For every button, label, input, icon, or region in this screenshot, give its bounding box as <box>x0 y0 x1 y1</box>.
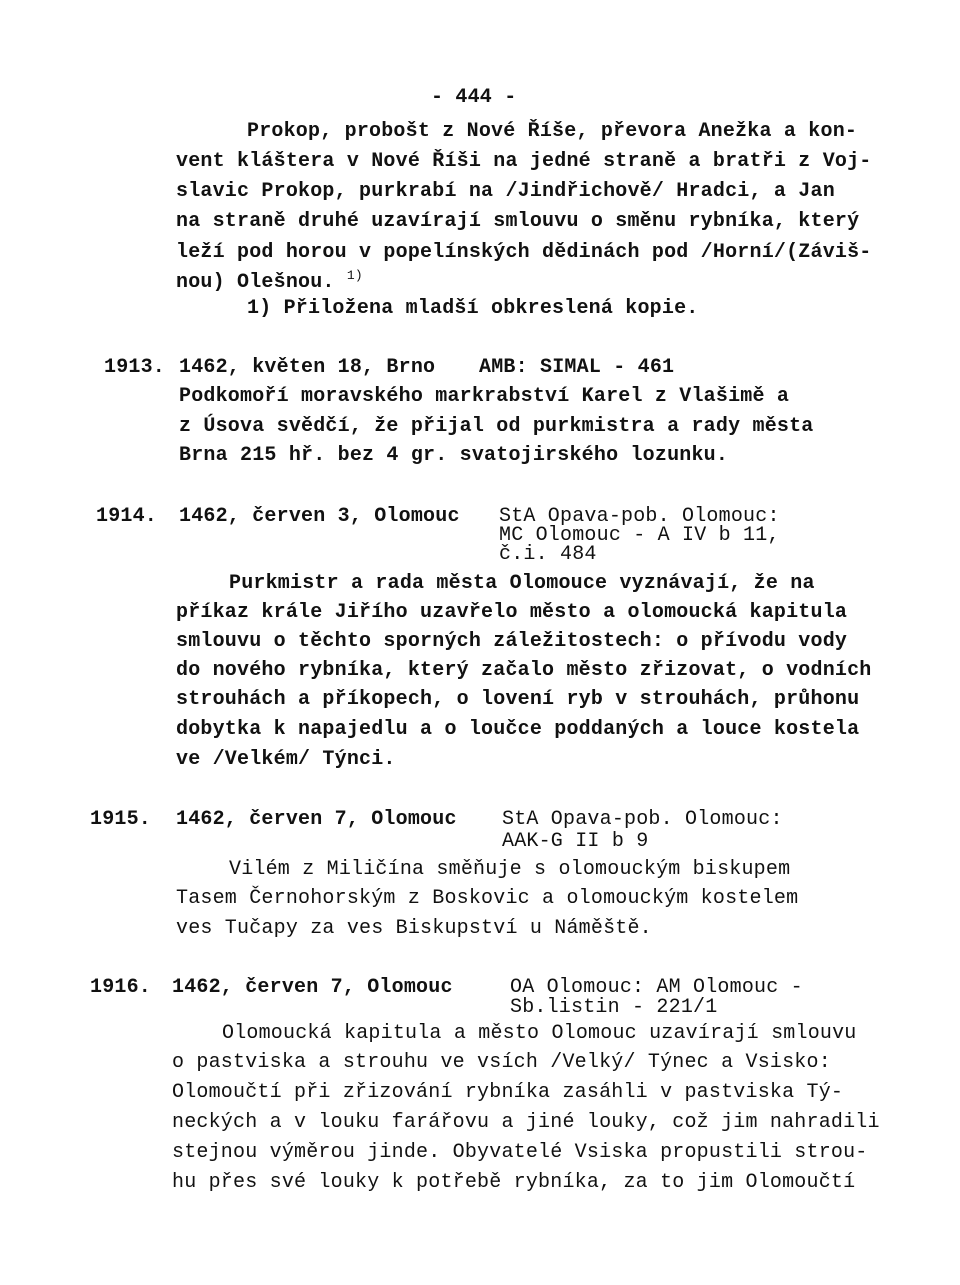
text-line-with-footnote <box>176 264 363 295</box>
entry-date-place: 1462, květen 18, Brno <box>179 356 436 379</box>
footnote-mark: 1) <box>346 268 363 283</box>
text-line: Brna 215 hř. bez 4 gr. svatojirského lozunku. <box>179 444 729 467</box>
text-line: do nového rybníka, který začalo město zřizovat, o vodních <box>176 659 872 682</box>
text-line: Purkmistr a rada města Olomouce vyznávají, že na <box>229 572 815 595</box>
text-line: leží pod horou v popelínských dědinách pod /Horní/(Záviš- <box>176 241 872 264</box>
text-line: Tasem Černohorským z Boskovic a olomouckým kostelem <box>176 887 799 910</box>
entry-date-place: 1462, červen 7, Olomouc <box>172 976 453 999</box>
text-line: Vilém z Miličína směňuje s olomouckým biskupem <box>229 858 791 881</box>
entry-number: 1916. <box>90 976 152 999</box>
entry-source: MC Olomouc - A IV b 11, <box>499 524 780 547</box>
text-line: nou) Olešnou. <box>176 271 335 294</box>
text-line: příkaz krále Jiřího uzavřelo město a olomoucká kapitula <box>176 601 848 624</box>
entry-date-place: 1462, červen 3, Olomouc <box>179 505 460 528</box>
text-line: stejnou výměrou jinde. Obyvatelé Vsiska propustili strou- <box>172 1141 868 1164</box>
text-line: strouhách a příkopech, o lovení ryb v strouhách, průhonu <box>176 688 860 711</box>
entry-source: OA Olomouc: AM Olomouc - <box>510 976 803 999</box>
text-line: z Úsova svědčí, že přijal od purkmistra a rady města <box>179 415 814 438</box>
entry-source: AAK-G II b 9 <box>502 830 649 853</box>
footnote: 1) Přiložena mladší obkreslená kopie. <box>247 297 699 320</box>
text-line: dobytka k napajedlu a o loučce poddaných a louce kostela <box>176 718 860 741</box>
text-line: Podkomoří moravského markrabství Karel z Vlašimě a <box>179 385 790 408</box>
entry-number: 1914. <box>96 505 158 528</box>
text-line: Prokop, probošt z Nové Říše, převora Anežka a kon- <box>247 120 858 143</box>
text-line: vent kláštera v Nové Říši na jedné straně a bratři z Voj- <box>176 150 872 173</box>
text-line: Olomoucká kapitula a město Olomouc uzavírají smlouvu <box>222 1022 857 1045</box>
entry-source: č.i. 484 <box>499 543 597 566</box>
entry-source: Sb.listin - 221/1 <box>510 996 718 1019</box>
text-line: smlouvu o těchto sporných záležitostech: o přívodu vody <box>176 630 848 653</box>
entry-date-place: 1462, červen 7, Olomouc <box>176 808 457 831</box>
text-line: hu přes své louky k potřebě rybníka, za to jim Olomoučtí <box>172 1171 856 1194</box>
text-line: ves Tučapy za ves Biskupství u Náměště. <box>176 917 652 940</box>
entry-number: 1913. <box>104 356 166 379</box>
entry-number: 1915. <box>90 808 152 831</box>
text-line: neckých a v louku farářovu a jiné louky, což jim nahradili <box>172 1111 880 1134</box>
entry-source: AMB: SIMAL - 461 <box>479 356 675 379</box>
text-line: Olomoučtí při zřizování rybníka zasáhli v pastviska Tý- <box>172 1081 844 1104</box>
text-line: ve /Velkém/ Týnci. <box>176 748 396 771</box>
text-line: o pastviska a strouhu ve vsích /Velký/ Týnec a Vsisko: <box>172 1051 831 1074</box>
text-line: na straně druhé uzavírají smlouvu o směnu rybníka, který <box>176 210 860 233</box>
page-number: - 444 - <box>431 86 517 109</box>
entry-source: StA Opava-pob. Olomouc: <box>499 505 780 528</box>
text-line: slavic Prokop, purkrabí na /Jindřichově/ Hradci, a Jan <box>176 180 835 203</box>
entry-source: StA Opava-pob. Olomouc: <box>502 808 783 831</box>
